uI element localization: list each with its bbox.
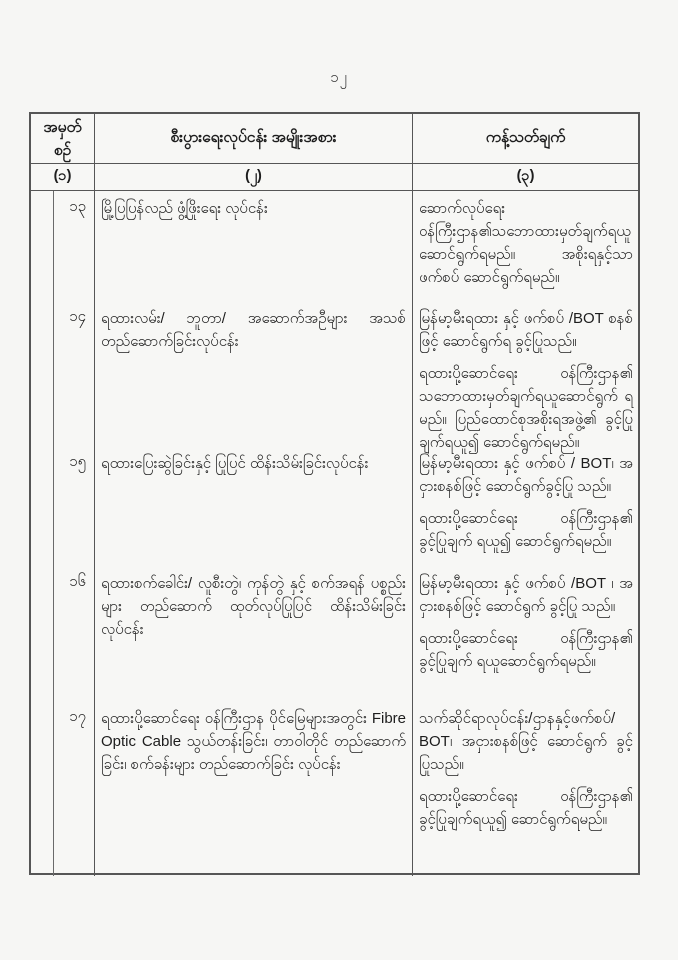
row-number: ၁၄ xyxy=(54,301,95,446)
business-cell xyxy=(95,191,413,301)
business-text: ရထားလမ်း/ ဘူတာ/ အဆောက်အဦများ အသစ် တည်ဆောက်ခြင်းလုပ်ငန်း xyxy=(101,310,406,350)
table-row xyxy=(31,566,638,701)
business-cell xyxy=(95,701,413,876)
table-row xyxy=(31,191,638,301)
restriction-paragraph: ရထားပို့ဆောင်ရေး ဝန်ကြီးဌာန၏ ခွင့်ပြုချက်ရယူ၍ ဆောင်ရွက်ရမည်။ xyxy=(419,788,633,828)
business-text: ရထားပြေးဆွဲခြင်းနှင့် ပြုပြင် ထိန်းသိမ်းခြင်းလုပ်ငန်း xyxy=(101,455,369,472)
row-gutter xyxy=(31,566,54,701)
restriction-paragraph: မြန်မာ့မီးရထား နှင့် ဖက်စပ် /BOT ၊ အငှားစနစ်ဖြင့် ဆောင်ရွက် ခွင့်ပြု သည်။ xyxy=(419,575,633,615)
restricted-business-table xyxy=(29,112,640,875)
header-serial-cell xyxy=(31,114,95,163)
business-text: မြို့ပြပြန်လည် ဖွံ့ဖြိုးရေး လုပ်ငန်း xyxy=(101,200,268,217)
business-cell xyxy=(95,566,413,701)
restriction-paragraph: မြန်မာ့မီးရထား နှင့် ဖက်စပ် / BOT၊ အငှားစနစ်ဖြင့် ဆောင်ရွက်ခွင့်ပြု သည်။ xyxy=(419,455,633,495)
restriction-cell xyxy=(413,301,638,451)
page-number: ၁၂ xyxy=(330,69,348,86)
restriction-cell xyxy=(413,701,638,876)
table-row xyxy=(31,701,638,876)
row-number: ၁၅ xyxy=(54,446,95,566)
row-gutter xyxy=(31,446,54,566)
row-gutter xyxy=(31,701,54,876)
restriction-paragraph: ရထားပို့ဆောင်ရေး ဝန်ကြီးဌာန၏ ခွင့်ပြုချက် ရယူ၍ ဆောင်ရွက်ရမည်။ xyxy=(419,510,633,550)
restriction-cell xyxy=(413,446,638,566)
header-serial-line2: စဉ် xyxy=(53,141,72,159)
subheader-col2: (၂) xyxy=(95,164,413,190)
header-restriction-cell: ကန့်သတ်ချက် xyxy=(485,129,566,146)
business-cell xyxy=(95,301,413,446)
subheader-col1: (၁) xyxy=(31,164,95,190)
subheader-col3: (၃) xyxy=(516,167,535,184)
restriction-cell xyxy=(413,191,638,301)
restriction-paragraph: ရထားပို့ဆောင်ရေး ဝန်ကြီးဌာန၏ သဘောထားမှတ်ချက်ရယူဆောင်ရွက် ရမည်။ ပြည်ထောင်စုအစိုးရအဖွဲ့၏ ခွင့်ပြု ချက်ရယူ၍ ဆောင်ရွက်ရမည်။ xyxy=(419,365,633,451)
business-cell xyxy=(95,446,413,566)
restriction-paragraph: သက်ဆိုင်ရာလုပ်ငန်း/ဌာနနှင့်ဖက်စပ်/ BOT၊ အငှားစနစ်ဖြင့် ဆောင်ရွက် ခွင့်ပြုသည်။ xyxy=(419,710,633,773)
restriction-cell xyxy=(413,566,638,701)
restriction-paragraph: ဆောက်လုပ်ရေးဝန်ကြီးဌာန၏သဘောထားမှတ်ချက်ရယူ ဆောင်ရွက်ရမည်။ အစိုးရနှင့်သာ ဖက်စပ် ဆောင်ရွက်ရမည်။ xyxy=(419,200,633,286)
row-gutter xyxy=(31,301,54,446)
row-gutter xyxy=(31,191,54,301)
table-row xyxy=(31,446,638,566)
table-header-row xyxy=(31,114,638,164)
header-business-cell: စီးပွားရေးလုပ်ငန်း အမျိုးအစား xyxy=(95,114,413,163)
row-number: ၁၃ xyxy=(54,191,95,301)
header-serial-line1: အမှတ် xyxy=(43,119,82,137)
business-text: ရထားစက်ခေါင်း/ လူစီးတွဲ၊ ကုန်တွဲ နှင့် စက်အရန် ပစ္စည်းများ တည်ဆောက် ထုတ်လုပ်ပြုပြင် ထိန်းသိမ်းခြင်းလုပ်ငန်း xyxy=(101,575,406,638)
restriction-paragraph: ရထားပို့ဆောင်ရေး ဝန်ကြီးဌာန၏ ခွင့်ပြုချက် ရယူဆောင်ရွက်ရမည်။ xyxy=(419,630,633,670)
restriction-paragraph: မြန်မာ့မီးရထား နှင့် ဖက်စပ် /BOT စနစ်ဖြင့် ဆောင်ရွက်ရ ခွင့်ပြုသည်။ xyxy=(419,310,633,350)
row-number: ၁၆ xyxy=(54,566,95,701)
table-subheader-row xyxy=(31,164,638,191)
table-row xyxy=(31,301,638,451)
row-number: ၁၇ xyxy=(54,701,95,876)
table-body xyxy=(31,191,638,876)
business-text: ရထားပို့ဆောင်ရေး ဝန်ကြီးဌာန ပိုင်မြေများအတွင်း Fibre Optic Cable သွယ်တန်းခြင်း၊ တာဝါတိုင် တည်ဆောက်ခြင်း၊ စက်ခန်းများ တည်ဆောက်ခြင်း လုပ်ငန်း xyxy=(101,710,406,773)
